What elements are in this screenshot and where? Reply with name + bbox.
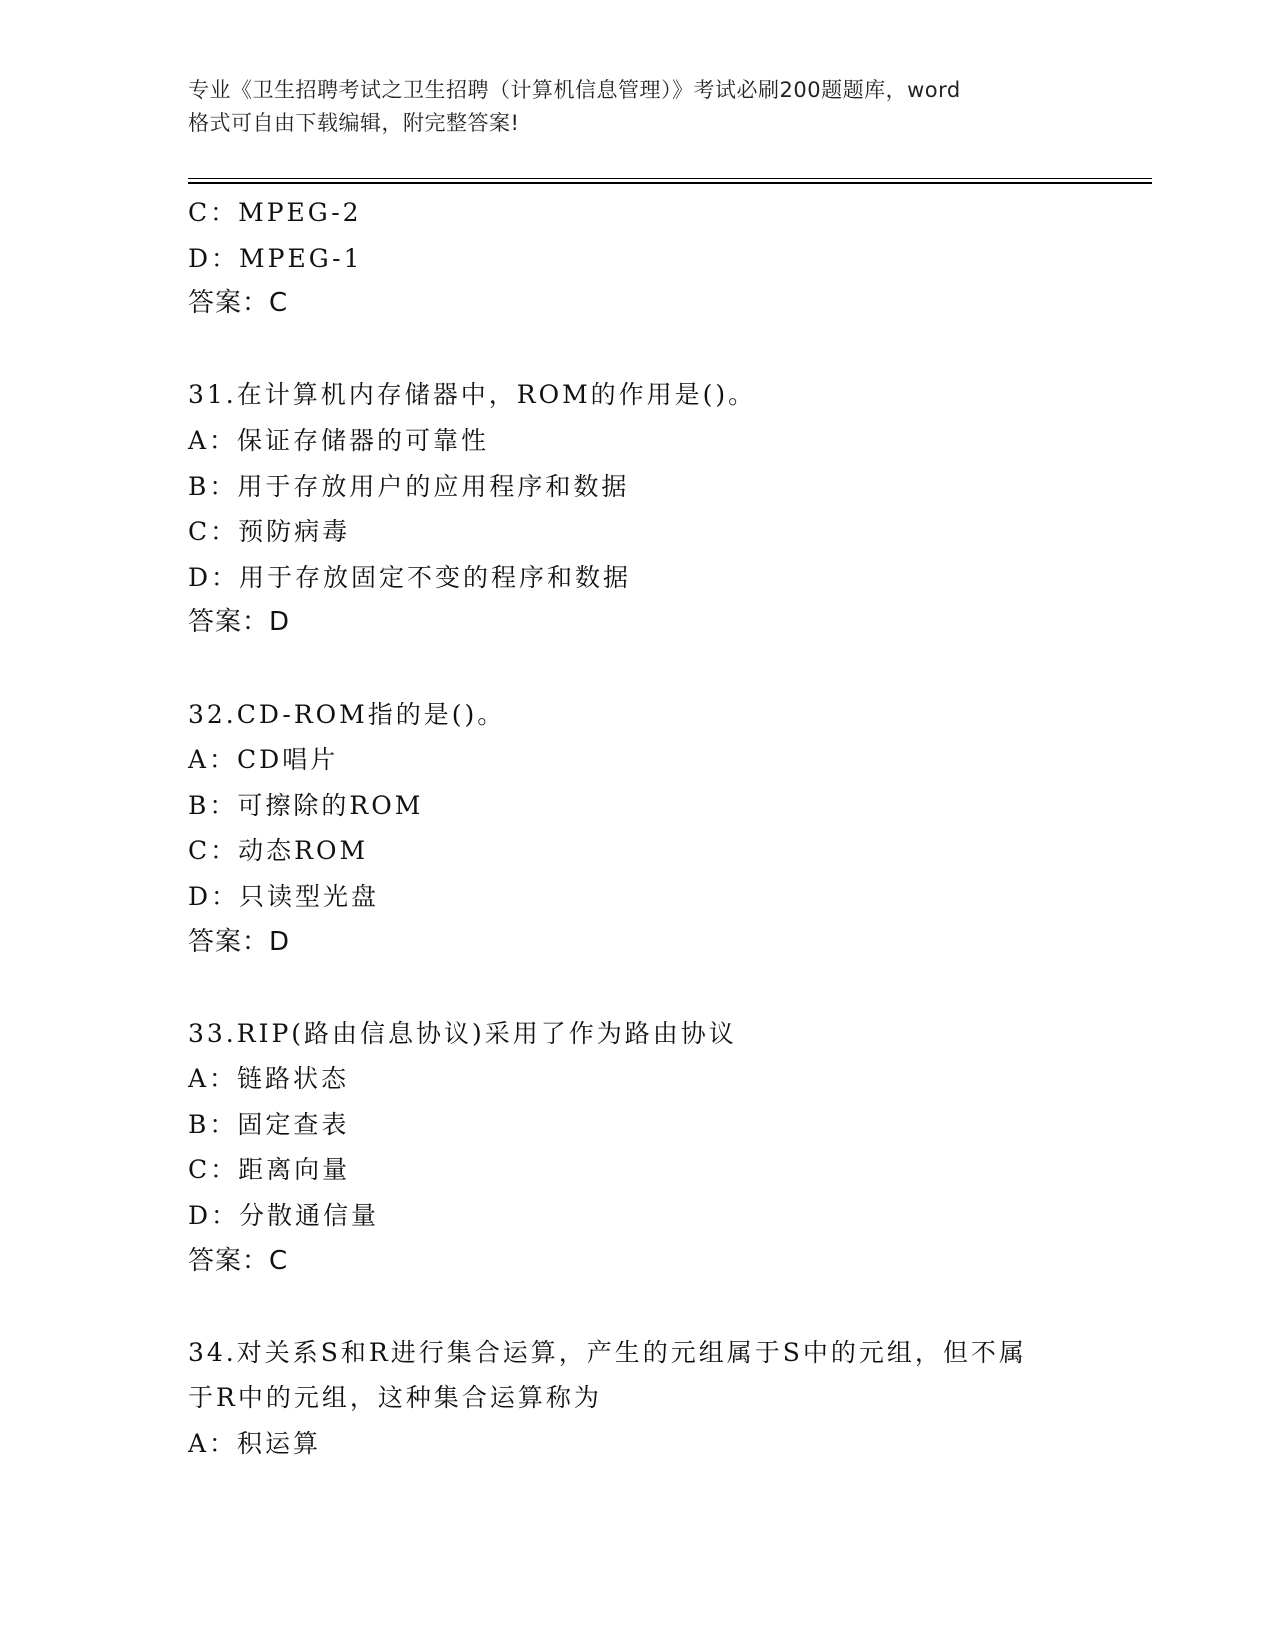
question-33-text: 33.RIP(路由信息协议)采用了作为路由协议	[188, 1018, 737, 1048]
q32-option-a: A：CD唱片	[188, 745, 339, 775]
option-d: D：MPEG-1	[188, 243, 363, 273]
q33-answer: 答案：C	[188, 1245, 289, 1276]
q32-option-c: C：动态ROM	[188, 836, 369, 866]
q32-option-b: B：可擦除的ROM	[188, 790, 424, 820]
question-32-text: 32.CD-ROM指的是()。	[188, 699, 506, 729]
option-c: C：MPEG-2	[188, 198, 362, 227]
document-header	[188, 74, 1088, 140]
answer-label: 答案：C	[188, 288, 289, 319]
q33-option-b: B：固定查表	[188, 1109, 350, 1139]
q31-option-a: A：保证存储器的可靠性	[188, 425, 490, 455]
q31-option-b: B：用于存放用户的应用程序和数据	[188, 471, 630, 501]
q33-option-c: C：距离向量	[188, 1155, 351, 1185]
q33-option-d: D：分散通信量	[188, 1201, 380, 1231]
question-31-text: 31.在计算机内存储器中，ROM的作用是()。	[188, 380, 757, 410]
q34-option-a: A：积运算	[188, 1429, 322, 1459]
header-divider-thin	[188, 178, 1152, 179]
question-list	[188, 190, 1088, 1467]
q31-answer: 答案：D	[188, 607, 291, 638]
q31-option-c: C：预防病毒	[188, 517, 351, 547]
question-34-text-line-1: 34.对关系S和R进行集合运算，产生的元组属于S中的元组，但不属	[188, 1337, 1027, 1367]
q33-option-a: A：链路状态	[188, 1064, 350, 1094]
header-divider-thick	[188, 182, 1152, 184]
q31-option-d: D：用于存放固定不变的程序和数据	[188, 562, 632, 592]
q32-option-d: D：只读型光盘	[188, 881, 380, 911]
header-title-line-2: 格式可自由下载编辑，附完整答案!	[188, 111, 520, 135]
header-title-line-1: 专业《卫生招聘考试之卫生招聘（计算机信息管理）》考试必刷200题题库，word	[188, 78, 961, 102]
question-34-text-line-2: 于R中的元组，这种集合运算称为	[188, 1383, 602, 1413]
q32-answer: 答案：D	[188, 926, 291, 957]
